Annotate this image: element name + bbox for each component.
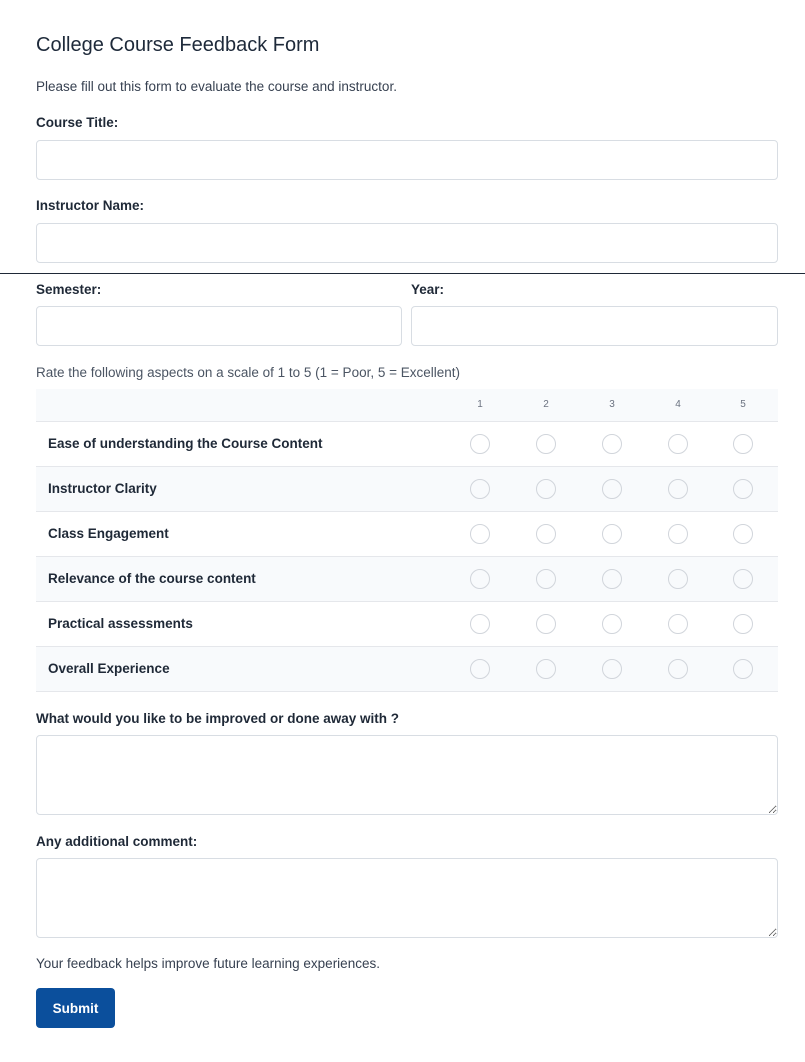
rating-radio-3[interactable]: [602, 569, 622, 589]
rating-radio-1[interactable]: [470, 569, 490, 589]
scale-label-5: 5: [740, 399, 746, 410]
rating-radio-1[interactable]: [470, 524, 490, 544]
scale-label-2: 2: [543, 399, 549, 410]
rating-radio-4[interactable]: [668, 524, 688, 544]
rating-aspect-label: Class Engagement: [48, 526, 169, 541]
improvement-textarea[interactable]: [36, 735, 778, 815]
improvement-label: What would you like to be improved or done away with ?: [36, 711, 400, 726]
rating-table: [36, 389, 778, 692]
rating-aspect-label: Instructor Clarity: [48, 481, 157, 496]
rating-radio-2[interactable]: [536, 569, 556, 589]
course-title-label: Course Title:: [36, 115, 119, 130]
rating-radio-5[interactable]: [733, 479, 753, 499]
rating-aspect-label: Ease of understanding the Course Content: [48, 436, 323, 451]
rating-row: [36, 602, 778, 647]
rating-radio-5[interactable]: [733, 434, 753, 454]
rating-row: [36, 467, 778, 512]
semester-label: Semester:: [36, 282, 102, 297]
rating-radio-3[interactable]: [602, 614, 622, 634]
rating-radio-3[interactable]: [602, 479, 622, 499]
rating-header: [36, 389, 778, 422]
semester-input[interactable]: [36, 306, 402, 346]
rating-radio-1[interactable]: [470, 434, 490, 454]
rating-row: [36, 647, 778, 692]
rating-radio-2[interactable]: [536, 479, 556, 499]
rating-instructions: Rate the following aspects on a scale of 1 to 5 (1 = Poor, 5 = Excellent): [36, 365, 460, 380]
year-label: Year:: [411, 282, 445, 297]
course-title-input[interactable]: [36, 140, 778, 180]
rating-row: [36, 557, 778, 602]
submit-button[interactable]: Submit: [36, 988, 115, 1028]
rating-radio-2[interactable]: [536, 524, 556, 544]
scale-label-4: 4: [675, 399, 681, 410]
rating-radio-1[interactable]: [470, 614, 490, 634]
section-divider: [0, 273, 805, 274]
rating-radio-1[interactable]: [470, 479, 490, 499]
scale-label-3: 3: [609, 399, 615, 410]
year-input[interactable]: [411, 306, 778, 346]
rating-radio-1[interactable]: [470, 659, 490, 679]
rating-radio-3[interactable]: [602, 524, 622, 544]
rating-radio-2[interactable]: [536, 614, 556, 634]
rating-radio-2[interactable]: [536, 659, 556, 679]
rating-radio-5[interactable]: [733, 569, 753, 589]
rating-aspect-label: Overall Experience: [48, 661, 170, 676]
rating-radio-4[interactable]: [668, 659, 688, 679]
additional-comment-label: Any additional comment:: [36, 834, 198, 849]
rating-radio-3[interactable]: [602, 434, 622, 454]
rating-radio-4[interactable]: [668, 479, 688, 499]
rating-radio-4[interactable]: [668, 569, 688, 589]
footer-note: Your feedback helps improve future learning experiences.: [36, 956, 380, 971]
rating-row: [36, 422, 778, 467]
rating-aspect-label: Practical assessments: [48, 616, 193, 631]
rating-radio-5[interactable]: [733, 614, 753, 634]
form-intro: Please fill out this form to evaluate the course and instructor.: [36, 79, 397, 94]
additional-comment-textarea[interactable]: [36, 858, 778, 938]
instructor-name-label: Instructor Name:: [36, 198, 145, 213]
page-title: College Course Feedback Form: [36, 34, 320, 56]
instructor-name-input[interactable]: [36, 223, 778, 263]
rating-radio-5[interactable]: [733, 524, 753, 544]
rating-aspect-label: Relevance of the course content: [48, 571, 256, 586]
rating-radio-2[interactable]: [536, 434, 556, 454]
rating-radio-4[interactable]: [668, 614, 688, 634]
rating-row: [36, 512, 778, 557]
rating-radio-4[interactable]: [668, 434, 688, 454]
rating-radio-5[interactable]: [733, 659, 753, 679]
rating-radio-3[interactable]: [602, 659, 622, 679]
scale-label-1: 1: [477, 399, 483, 410]
